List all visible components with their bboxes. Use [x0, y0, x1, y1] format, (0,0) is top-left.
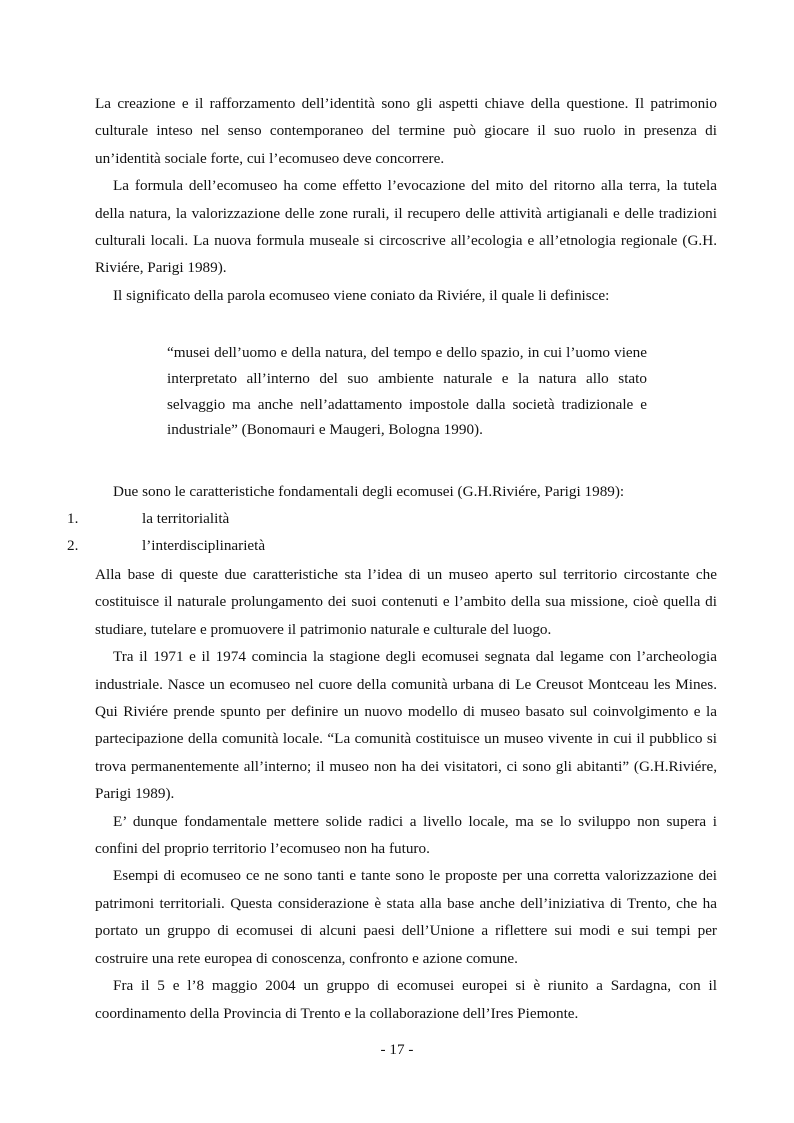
list-intro-block	[95, 478, 717, 505]
list-number: 2.	[67, 537, 79, 554]
paragraph-sardagna-meeting: Fra il 5 e l’8 maggio 2004 un gruppo di ecomusei europei si è riunito a Sardagna, con il coordinamento della Provincia di Trento e la collaborazione dell’Ires Piemonte.	[95, 977, 717, 1022]
page-number: - 17 -	[380, 1041, 414, 1058]
paragraph-open-museum: Alla base di queste due caratteristiche sta l’idea di un museo aperto sul territorio circostante che costituisce il naturale prolungamento dei suoi contenuti e l’ambito della sua missione, cioè quella di studiare, tutelare e promuovere il patrimonio naturale e culturale del luogo.	[95, 566, 717, 638]
block-quote: “musei dell’uomo e della natura, del tempo e dello spazio, in cui l’uomo viene interpretato all’interno del suo ambiente naturale e la natura allo stato selvaggio ma anche nell’adattamento impostole dalla società tradizionale e industriale” (Bonomauri e Maugeri, Bologna 1990).	[167, 344, 647, 439]
list-intro: Due sono le caratteristiche fondamentali degli ecomusei (G.H.Riviére, Parigi 1989):	[113, 483, 625, 500]
paragraph-examples: Esempi di ecomuseo ce ne sono tanti e tante sono le proposte per una corretta valorizzazione dei patrimoni territoriali. Questa considerazione è stata alla base anche dell’iniziativa di Trento, che ha portato un gruppo di ecomusei di alcuni paesi dell’Unione a riflettere sui modi e sui tempi per costruire una rete europea di conoscenza, confronto e azione comune.	[95, 867, 717, 967]
paragraph-ecomuseum-formula: La formula dell’ecomuseo ha come effetto l’evocazione del mito del ritorno alla terra, la tutela della natura, la valorizzazione delle zone rurali, il recupero delle attività artigianali e delle tradizioni culturali locali. La nuova formula museale si circoscrive all’ecologia e all’etnologia regionale (G.H. Riviére, Parigi 1989).	[95, 177, 717, 277]
paragraph-definition-intro: Il significato della parola ecomuseo viene coniato da Riviére, il quale li definisce:	[113, 286, 610, 304]
paragraph-identity: La creazione e il rafforzamento dell’identità sono gli aspetti chiave della questione. Il patrimonio culturale inteso nel senso contemporaneo del termine può giocare il suo ruolo in presenza di un’identità sociale forte, cui l’ecomuseo deve concorrere.	[95, 95, 717, 167]
body-text-bottom	[95, 561, 717, 1027]
list-text: l’interdisciplinarietà	[142, 537, 266, 554]
list-number: 1.	[67, 510, 79, 527]
body-text-top	[95, 90, 717, 309]
paragraph-industrial-archaeology: Tra il 1971 e il 1974 comincia la stagione degli ecomusei segnata dal legame con l’archeologia industriale. Nasce un ecomuseo nel cuore della comunità urbana di Le Creusot Montceau les Mines. Qui Riviére prende spunto per definire un nuovo modello di museo basato sul coinvolgimento e la partecipazione della comunità locale. “La comunità costituisce un museo vivente in cui il pubblico si trova permanentemente all’interno; il museo non ha dei visitatori, ci sono gli abitanti” (G.H.Riviére, Parigi 1989).	[95, 648, 717, 803]
paragraph-local-roots: E’ dunque fondamentale mettere solide radici a livello locale, ma se lo sviluppo non supera i confini del proprio territorio l’ecomuseo non ha futuro.	[95, 812, 717, 858]
list-text: la territorialità	[142, 510, 230, 527]
